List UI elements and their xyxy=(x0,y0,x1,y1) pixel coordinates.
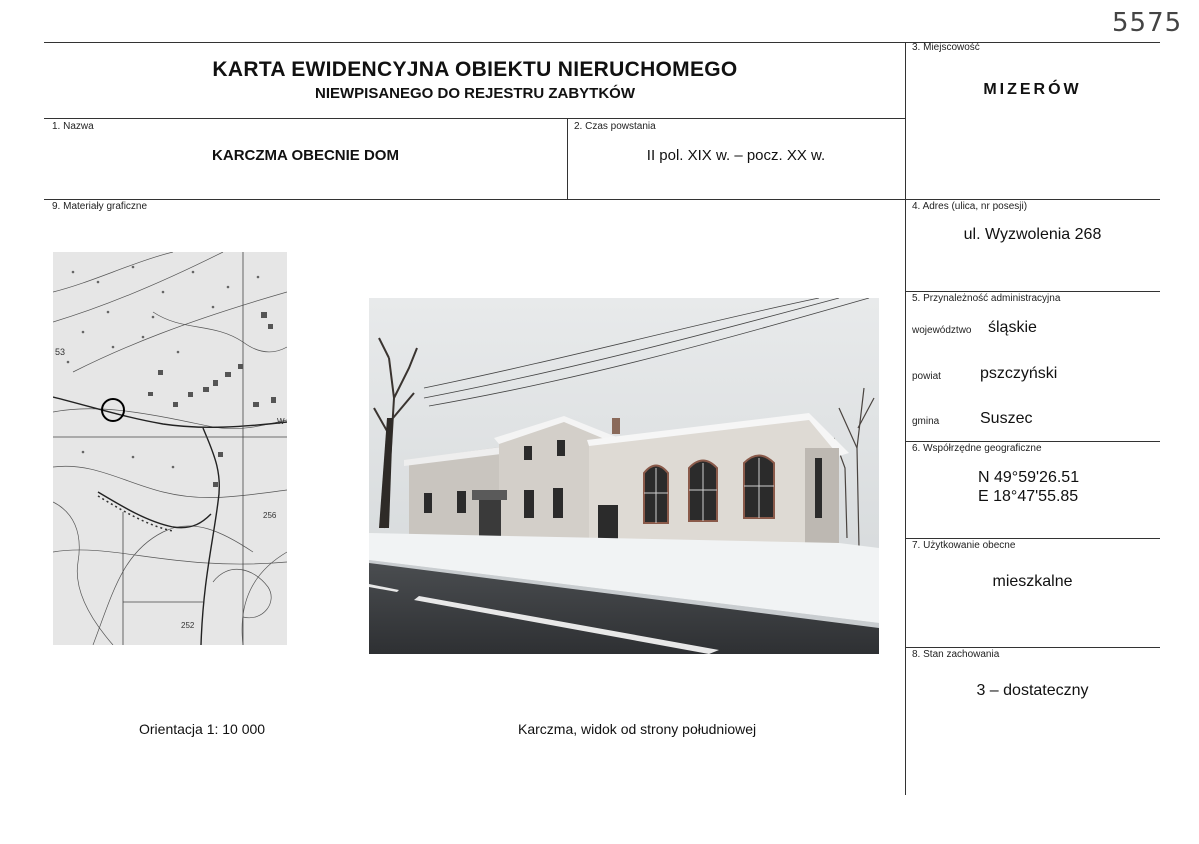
row1-bottom-border xyxy=(44,199,1160,200)
map-label-right-top: W xyxy=(277,417,285,426)
inventory-number: 5575 xyxy=(1112,8,1183,38)
admin-label: 5. Przynależność administracyjna xyxy=(912,293,1061,304)
voivodeship-label: województwo xyxy=(912,325,972,336)
date-label: 2. Czas powstania xyxy=(574,121,656,132)
date-value: II pol. XIX w. – pocz. XX w. xyxy=(646,147,826,164)
latitude-value: N 49°59'26.51 xyxy=(978,469,1080,486)
address-bottom-border xyxy=(905,291,1160,292)
map-label-left: 53 xyxy=(55,347,66,357)
page-title: KARTA EWIDENCYJNA OBIEKTU NIERUCHOMEGO xyxy=(212,58,738,81)
name-value: KARCZMA OBECNIE DOM xyxy=(212,147,399,164)
page-subtitle: NIEWPISANEGO DO REJESTRU ZABYTKÓW xyxy=(314,85,636,102)
county-value: pszczyński xyxy=(980,365,1058,382)
condition-label: 8. Stan zachowania xyxy=(912,649,1000,660)
map-label-right-mid: 256 xyxy=(263,511,277,520)
map-drawing xyxy=(53,252,287,645)
locality-label: 3. Miejscowość xyxy=(912,42,980,53)
usage-value: mieszkalne xyxy=(992,573,1073,590)
coords-label: 6. Współrzędne geograficzne xyxy=(912,443,1042,454)
address-label: 4. Adres (ulica, nr posesji) xyxy=(912,201,1028,212)
usage-label: 7. Użytkowanie obecne xyxy=(912,540,1016,551)
address-value: ul. Wyzwolenia 268 xyxy=(963,226,1102,243)
title-bottom-border xyxy=(44,118,905,119)
county-label: powiat xyxy=(912,371,941,382)
name-label: 1. Nazwa xyxy=(52,121,94,132)
building-photo xyxy=(369,298,879,654)
graphics-label: 9. Materiały graficzne xyxy=(52,201,148,212)
longitude-value: E 18°47'55.85 xyxy=(978,488,1079,505)
coords-bottom-border xyxy=(905,538,1160,539)
top-border xyxy=(44,42,1160,43)
photo-drawing xyxy=(369,298,879,654)
usage-bottom-border xyxy=(905,647,1160,648)
commune-value: Suszec xyxy=(980,410,1033,427)
condition-value: 3 – dostateczny xyxy=(976,682,1089,699)
map-label-bottom: 252 xyxy=(181,621,195,630)
photo-caption: Karczma, widok od strony południowej xyxy=(518,721,757,737)
map-caption: Orientacja 1: 10 000 xyxy=(139,721,266,737)
commune-label: gmina xyxy=(912,416,940,427)
voivodeship-value: śląskie xyxy=(988,319,1037,336)
locality-value: MIZERÓW xyxy=(983,81,1082,98)
admin-bottom-border xyxy=(905,441,1160,442)
topographic-map xyxy=(53,252,287,645)
